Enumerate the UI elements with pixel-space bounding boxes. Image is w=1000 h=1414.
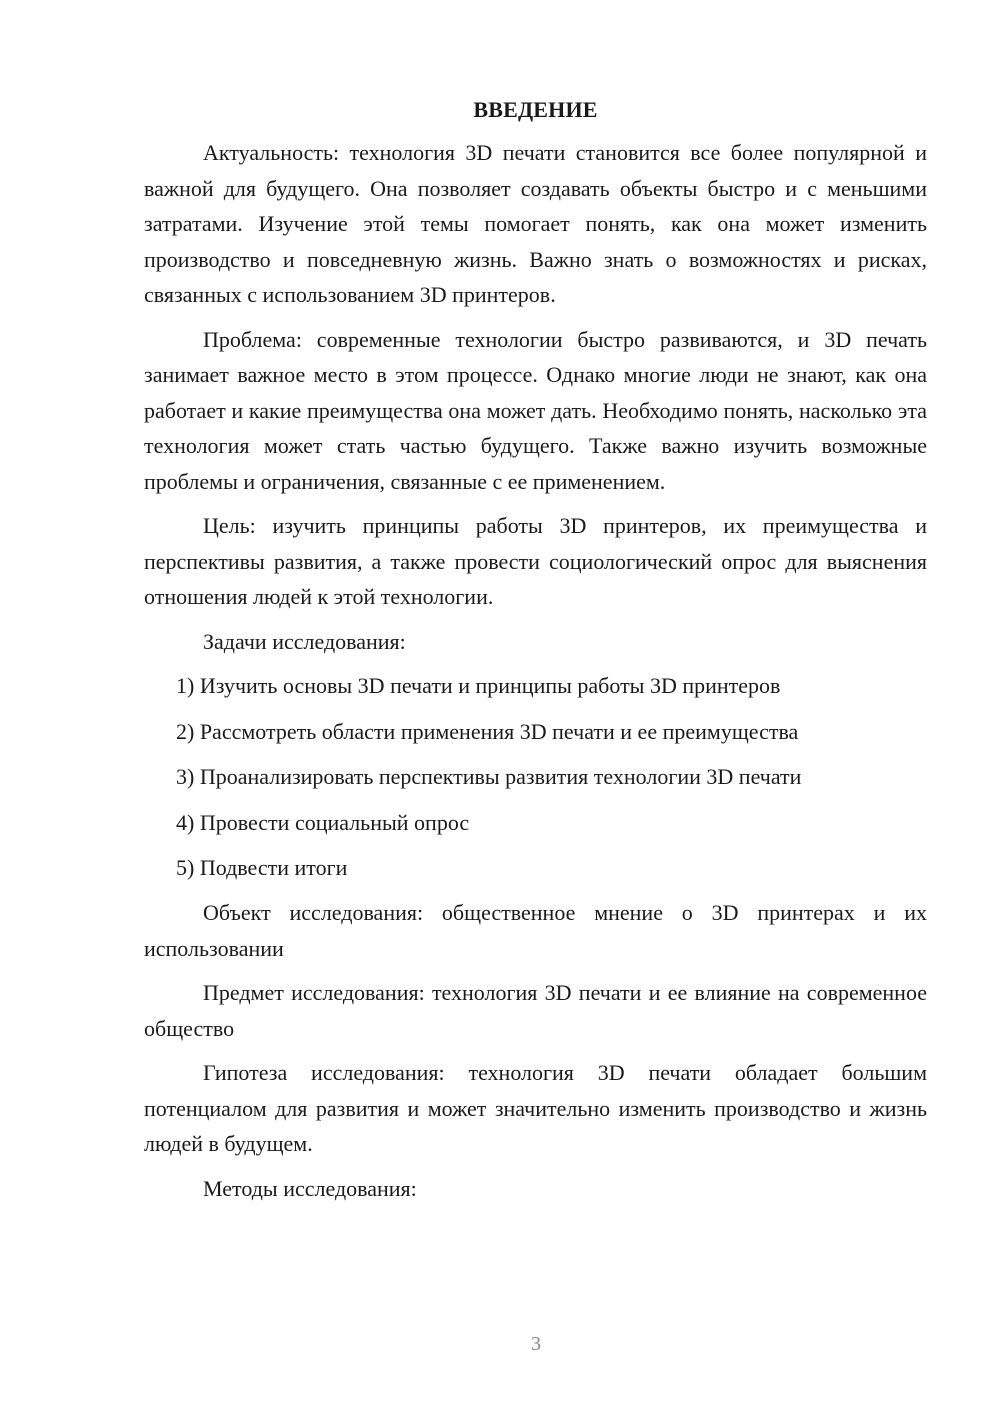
paragraph-goal: Цель: изучить принципы работы 3D принтеров, их преимущества и перспективы развития, а также провести социологический опрос для выяснения отношения людей к этой технологии.	[144, 513, 927, 609]
task-item: 5) Подвести итоги	[176, 855, 348, 880]
task-item: 4) Провести социальный опрос	[176, 809, 470, 835]
page-content	[144, 94, 927, 1215]
paragraph-problem: Проблема: современные технологии быстро развиваются, и 3D печать занимает важное место в этом процессе. Однако многие люди не знают, как она работает и какие преимущества она может дать. Необходимо понять, насколько эта технология может стать частью будущего. Также важно изучить возможные проблемы и ограничения, связанные с ее применением.	[144, 326, 927, 494]
paragraph-hypothesis: Гипотеза исследования: технология 3D печати обладает большим потенциалом для развития и может значительно изменить производство и жизнь людей в будущем.	[144, 1060, 927, 1156]
task-list	[144, 668, 927, 886]
tasks-heading: Задачи исследования:	[203, 628, 406, 654]
paragraph-object: Объект исследования: общественное мнение о 3D принтерах и их использовании	[144, 900, 927, 961]
task-item: 3) Проанализировать перспективы развития технологии 3D печати	[176, 764, 802, 789]
page-number: 3	[531, 1333, 541, 1355]
task-item: 1) Изучить основы 3D печати и принципы работы 3D принтеров	[176, 673, 781, 698]
paragraph-relevance: Актуальность: технология 3D печати становится все более популярной и важной для будущего. Она позволяет создавать объекты быстро и с меньшими затратами. Изучение этой темы помогает понять, как она может изменить производство и повседневную жизнь. Важно знать о возможностях и рисках, связанных с использованием 3D принтеров.	[144, 140, 927, 307]
page-title: ВВЕДЕНИЕ	[473, 97, 598, 122]
task-item: 2) Рассмотреть области применения 3D печати и ее преимущества	[176, 718, 799, 744]
paragraph-subject: Предмет исследования: технология 3D печати и ее влияние на современное общество	[144, 980, 927, 1041]
methods-heading: Методы исследования:	[203, 1175, 417, 1201]
